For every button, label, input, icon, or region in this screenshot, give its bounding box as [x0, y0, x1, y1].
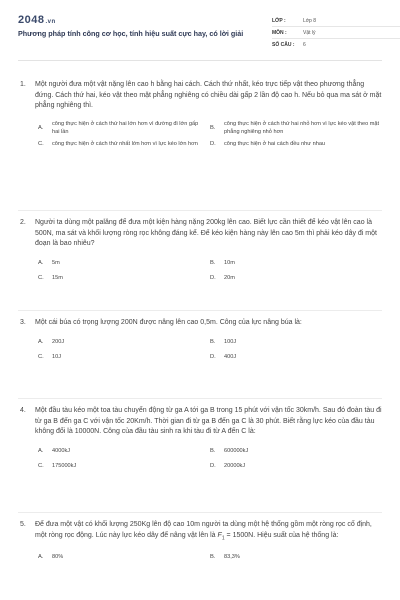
logo-suffix: .vn	[45, 19, 56, 25]
option-a[interactable]	[38, 549, 210, 564]
question-text: Một đầu tàu kéo một toa tàu chuyển động từ ga A tới ga B trong 15 phút với vận tốc 30km/h. Sau đó đoàn tàu đi từ ga B đến ga C với vận tốc 20Km/h. Thời gian đi từ ga B đến ga C là 30 phút. Biết rằng lực kéo của đầu tàu không đổi là 10000N. Công của đầu tàu sinh ra khi tàu đi từ A đến C là:	[35, 407, 382, 435]
option-letter: A.	[38, 260, 44, 266]
option-text: 15m	[52, 275, 63, 281]
question-text: Một người đưa một vật nặng lên cao h bằng hai cách. Cách thứ nhất, kéo trực tiếp vật theo phương thẳng đứng. Cách thứ hai, kéo vật theo mặt phẳng nghiêng có chiều dài gấp 2 lần độ cao h. Nếu bỏ qua ma sát ở mặt phẳng nghiêng thì.	[35, 81, 382, 109]
option-letter: D.	[210, 275, 216, 281]
option-text: 10J	[52, 354, 62, 360]
options	[38, 335, 386, 365]
divider	[18, 398, 382, 399]
option-c[interactable]	[38, 271, 210, 286]
meta-table	[272, 15, 400, 50]
option-letter: B.	[210, 553, 216, 560]
option-text: 83,3%	[224, 553, 240, 560]
question-text: Người ta dùng một palăng để đưa một kiện hàng nặng 200kg lên cao. Biết lực cần thiết để kéo vật lên cao là 500N, ma sát và khối lượng ròng rọc không đáng kể. Để kéo kiện hàng này lên cao 5m thì phải kéo dây đi một đoạn là bao nhiêu?	[35, 219, 377, 247]
option-letter: A.	[38, 339, 44, 345]
question-text	[35, 520, 386, 543]
option-letter: B.	[210, 260, 216, 266]
option-letter: C.	[38, 140, 44, 147]
option-text: công thực hiện ở cách thứ hai lớn hơn vì đường đi lớn gấp hai lần	[52, 120, 199, 135]
option-text: 600000kJ	[224, 448, 249, 454]
site-logo[interactable]	[18, 14, 56, 26]
option-letter: C.	[38, 275, 44, 281]
option-b[interactable]	[210, 444, 386, 459]
option-letter: A.	[38, 553, 44, 560]
options	[38, 444, 386, 474]
option-text: 80%	[52, 553, 64, 560]
option-d[interactable]	[210, 271, 386, 286]
option-letter: B.	[210, 339, 216, 345]
option-c[interactable]	[38, 350, 210, 365]
question-number: 2.	[20, 219, 26, 226]
option-text: 5m	[52, 260, 60, 266]
option-letter: A.	[38, 448, 44, 454]
meta-label: LỚP :	[272, 17, 286, 24]
option-text: 20000kJ	[224, 463, 246, 469]
option-d[interactable]	[210, 350, 386, 365]
meta-value: 6	[303, 41, 306, 48]
meta-label: SỐ CÂU :	[272, 41, 295, 48]
question-text-after: = 1500N. Hiệu suất của hệ thống là:	[224, 531, 339, 539]
option-text: 10m	[224, 260, 235, 266]
meta-value: Vật lý	[303, 29, 316, 36]
option-text: 20m	[224, 275, 235, 281]
option-letter: B.	[210, 448, 216, 454]
question-1	[18, 80, 386, 150]
meta-value: Lớp 8	[303, 17, 317, 24]
option-a[interactable]	[38, 444, 210, 459]
divider	[18, 210, 382, 211]
question-number: 1.	[20, 81, 26, 88]
option-a[interactable]	[38, 335, 210, 350]
options	[38, 256, 386, 286]
option-d[interactable]	[210, 138, 386, 150]
option-text: 100J	[224, 339, 237, 345]
question-3	[18, 318, 386, 365]
divider	[18, 512, 382, 513]
option-text: công thực hiện ở cách thứ hai nhỏ hơn vì lực kéo vật theo mặt phẳng nghiêng nhỏ hơn	[224, 120, 380, 135]
meta-row-subject	[272, 27, 400, 39]
option-c[interactable]	[38, 459, 210, 474]
option-letter: C.	[38, 354, 44, 360]
option-b[interactable]	[210, 549, 386, 564]
option-b[interactable]	[210, 118, 386, 138]
question-number: 5.	[20, 521, 26, 528]
divider	[18, 310, 382, 311]
options	[38, 549, 386, 564]
option-letter: D.	[210, 140, 216, 147]
option-text: 175000kJ	[52, 463, 77, 469]
question-5	[18, 520, 386, 564]
option-a[interactable]	[38, 118, 210, 138]
logo-text: 2048	[18, 14, 45, 26]
option-letter: D.	[210, 463, 216, 469]
question-2	[18, 218, 386, 286]
option-letter: A.	[38, 124, 44, 131]
option-c[interactable]	[38, 138, 210, 150]
page-header	[18, 12, 382, 61]
force-symbol: F	[217, 531, 222, 539]
option-text: 400J	[224, 354, 237, 360]
question-text: Một cái búa có trọng lượng 200N được nâng lên cao 0,5m. Công của lực nâng búa là:	[35, 319, 302, 326]
option-text: 200J	[52, 339, 65, 345]
option-text: công thực hiện ở hai cách đều như nhau	[224, 140, 326, 147]
force-subscript: 1	[221, 534, 225, 541]
option-text: công thực hiện ở cách thứ nhất lớn hơn vì lực kéo lớn hơn	[52, 140, 198, 147]
option-a[interactable]	[38, 256, 210, 271]
meta-label: MÔN :	[272, 29, 287, 36]
question-text-before: Để đưa một vật có khối lượng 250Kg lên độ cao 10m người ta dùng một hệ thống gồm một ròng rọc cố định, một ròng rọc động. Lúc này lực kéo dây để nâng vật lên là	[35, 521, 372, 539]
option-letter: B.	[210, 124, 216, 131]
question-number: 4.	[20, 407, 26, 414]
option-b[interactable]	[210, 256, 386, 271]
options	[38, 118, 386, 150]
question-number: 3.	[20, 319, 26, 326]
question-4	[18, 406, 386, 474]
option-text: 4000kJ	[52, 448, 71, 454]
meta-row-grade	[272, 15, 400, 27]
option-letter: D.	[210, 354, 216, 360]
option-letter: C.	[38, 463, 44, 469]
document-title: Phương pháp tính công cơ học, tính hiệu suất cực hay, có lời giải	[18, 29, 244, 38]
meta-row-count	[272, 39, 400, 50]
option-d[interactable]	[210, 459, 386, 474]
option-b[interactable]	[210, 335, 386, 350]
